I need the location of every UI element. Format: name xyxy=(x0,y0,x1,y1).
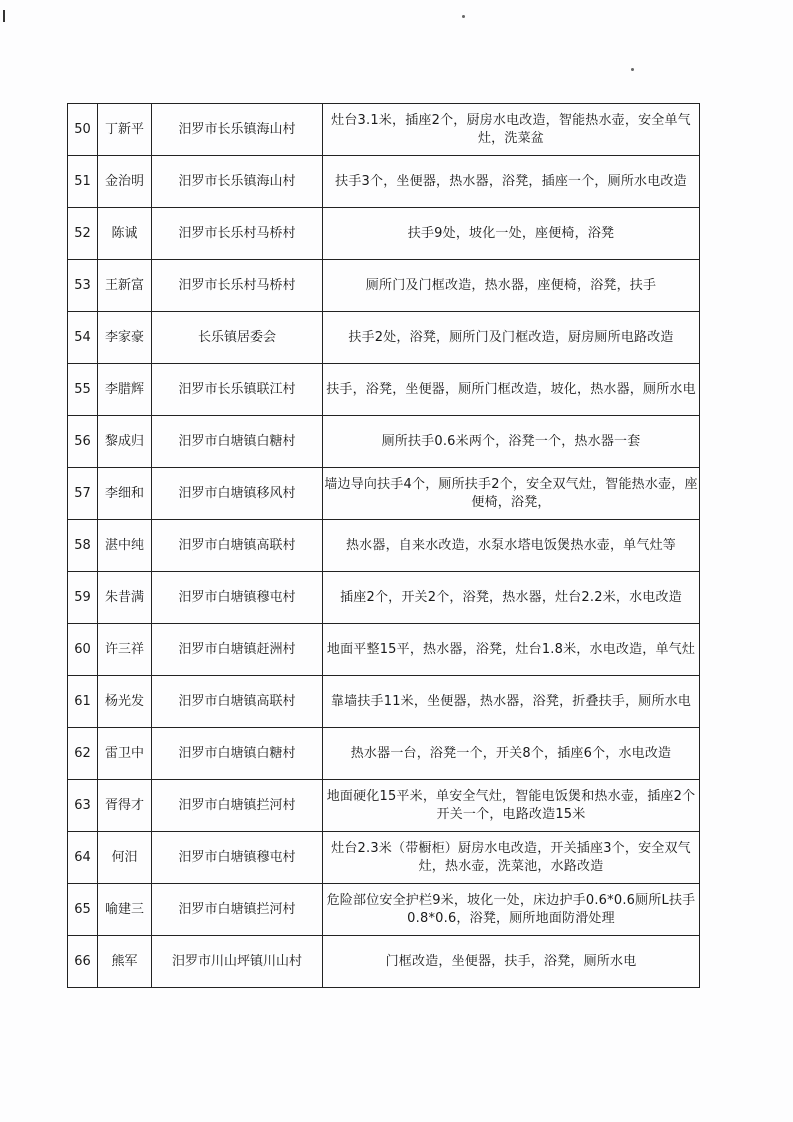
scan-edge-mark xyxy=(3,10,5,22)
row-number-cell: 59 xyxy=(68,572,98,624)
row-number-cell: 51 xyxy=(68,156,98,208)
table-row xyxy=(68,156,700,208)
roster-table xyxy=(67,103,700,988)
name-cell: 雷卫中 xyxy=(98,728,152,780)
address-cell: 汨罗市白塘镇白糖村 xyxy=(152,416,323,468)
row-number-cell: 64 xyxy=(68,832,98,884)
name-cell: 何汨 xyxy=(98,832,152,884)
row-number-cell: 55 xyxy=(68,364,98,416)
row-number-cell: 50 xyxy=(68,104,98,156)
table-row xyxy=(68,780,700,832)
table-row xyxy=(68,260,700,312)
table-row xyxy=(68,884,700,936)
items-cell xyxy=(323,728,700,780)
scan-speck xyxy=(462,15,465,18)
items-cell xyxy=(323,676,700,728)
table-row xyxy=(68,832,700,884)
address-cell: 汨罗市白塘镇移风村 xyxy=(152,468,323,520)
table-row xyxy=(68,676,700,728)
address-cell: 汨罗市长乐镇联江村 xyxy=(152,364,323,416)
row-number-cell: 58 xyxy=(68,520,98,572)
address-cell: 汨罗市川山坪镇川山村 xyxy=(152,936,323,988)
address-cell: 汨罗市白塘镇穆屯村 xyxy=(152,572,323,624)
name-cell: 李细和 xyxy=(98,468,152,520)
table-row xyxy=(68,728,700,780)
address-cell: 汨罗市白塘镇高联村 xyxy=(152,676,323,728)
table-row xyxy=(68,468,700,520)
items-cell xyxy=(323,780,700,832)
table-row xyxy=(68,208,700,260)
items-text: 靠墙扶手11米，坐便器，热水器，浴凳，折叠扶手，厕所水电 xyxy=(330,693,692,709)
name-cell: 胥得才 xyxy=(98,780,152,832)
row-number-cell: 61 xyxy=(68,676,98,728)
items-text: 危险部位安全护栏9米，坡化一处，床边护手0.6*0.6厕所L扶手0.8*0.6，浴凳，厕所地面防滑处理 xyxy=(326,892,696,926)
table-row xyxy=(68,364,700,416)
row-number-cell: 53 xyxy=(68,260,98,312)
items-cell xyxy=(323,260,700,312)
items-text: 地面硬化15平米，单安全气灶，智能电饭煲和热水壶，插座2个开关一个，电路改造15米 xyxy=(326,788,696,822)
items-text: 灶台2.3米（带橱柜）厨房水电改造，开关插座3个，安全双气灶，热水壶，洗菜池，水路改造 xyxy=(331,840,691,874)
address-cell: 汨罗市白塘镇白糖村 xyxy=(152,728,323,780)
roster-table-body xyxy=(68,104,700,988)
items-text: 扶手2处，浴凳，厕所门及门框改造，厨房厕所电路改造 xyxy=(348,329,674,345)
items-text: 插座2个，开关2个，浴凳，热水器，灶台2.2米，水电改造 xyxy=(340,589,682,605)
scan-speck xyxy=(631,68,634,71)
row-number-cell: 54 xyxy=(68,312,98,364)
address-cell: 汨罗市白塘镇穆屯村 xyxy=(152,832,323,884)
items-cell xyxy=(323,208,700,260)
name-cell: 黎成归 xyxy=(98,416,152,468)
address-cell: 汨罗市长乐镇海山村 xyxy=(152,104,323,156)
address-cell: 汨罗市长乐镇海山村 xyxy=(152,156,323,208)
address-cell: 汨罗市长乐村马桥村 xyxy=(152,260,323,312)
address-cell: 汨罗市白塘镇拦河村 xyxy=(152,884,323,936)
items-text: 墙边导向扶手4个，厕所扶手2个，安全双气灶，智能热水壶，座便椅，浴凳， xyxy=(324,476,698,510)
row-number-cell: 63 xyxy=(68,780,98,832)
name-cell: 杨光发 xyxy=(98,676,152,728)
name-cell: 朱昔满 xyxy=(98,572,152,624)
address-cell: 汨罗市长乐村马桥村 xyxy=(152,208,323,260)
table-row xyxy=(68,624,700,676)
name-cell: 熊军 xyxy=(98,936,152,988)
items-cell xyxy=(323,156,700,208)
address-cell: 汨罗市白塘镇高联村 xyxy=(152,520,323,572)
items-cell xyxy=(323,468,700,520)
row-number-cell: 52 xyxy=(68,208,98,260)
name-cell: 王新富 xyxy=(98,260,152,312)
items-cell xyxy=(323,416,700,468)
row-number-cell: 60 xyxy=(68,624,98,676)
items-text: 地面平整15平，热水器，浴凳，灶台1.8米，水电改造，单气灶 xyxy=(326,641,696,657)
address-cell: 长乐镇居委会 xyxy=(152,312,323,364)
name-cell: 陈诚 xyxy=(98,208,152,260)
name-cell: 许三祥 xyxy=(98,624,152,676)
items-text: 扶手3个，坐便器，热水器，浴凳，插座一个，厕所水电改造 xyxy=(335,173,687,189)
items-text: 热水器，自来水改造，水泵水塔电饭煲热水壶，单气灶等 xyxy=(345,537,676,553)
items-cell xyxy=(323,936,700,988)
items-cell xyxy=(323,624,700,676)
table-row xyxy=(68,416,700,468)
items-cell xyxy=(323,312,700,364)
items-text: 厕所扶手0.6米两个，浴凳一个，热水器一套 xyxy=(381,433,641,449)
items-text: 灶台3.1米，插座2个，厨房水电改造，智能热水壶，安全单气灶，洗菜盆 xyxy=(331,112,691,146)
name-cell: 湛中纯 xyxy=(98,520,152,572)
table-row xyxy=(68,312,700,364)
items-cell xyxy=(323,572,700,624)
table-row xyxy=(68,520,700,572)
row-number-cell: 66 xyxy=(68,936,98,988)
items-cell xyxy=(323,364,700,416)
row-number-cell: 56 xyxy=(68,416,98,468)
address-cell: 汨罗市白塘镇拦河村 xyxy=(152,780,323,832)
address-cell: 汨罗市白塘镇赶洲村 xyxy=(152,624,323,676)
name-cell: 李腊辉 xyxy=(98,364,152,416)
name-cell: 喻建三 xyxy=(98,884,152,936)
items-cell xyxy=(323,104,700,156)
row-number-cell: 62 xyxy=(68,728,98,780)
items-text: 门框改造，坐便器，扶手，浴凳，厕所水电 xyxy=(385,953,637,969)
items-text: 热水器一台，浴凳一个，开关8个，插座6个，水电改造 xyxy=(350,745,672,761)
items-cell xyxy=(323,832,700,884)
name-cell: 李家豪 xyxy=(98,312,152,364)
items-cell xyxy=(323,520,700,572)
roster-table-wrapper xyxy=(67,103,698,988)
name-cell: 金治明 xyxy=(98,156,152,208)
name-cell: 丁新平 xyxy=(98,104,152,156)
row-number-cell: 65 xyxy=(68,884,98,936)
table-row xyxy=(68,104,700,156)
row-number-cell: 57 xyxy=(68,468,98,520)
table-row xyxy=(68,936,700,988)
table-row xyxy=(68,572,700,624)
items-cell xyxy=(323,884,700,936)
items-text: 扶手，浴凳，坐便器，厕所门框改造，坡化，热水器，厕所水电 xyxy=(326,381,696,397)
items-text: 扶手9处，坡化一处，座便椅，浴凳 xyxy=(407,225,615,241)
items-text: 厕所门及门框改造，热水器，座便椅，浴凳，扶手 xyxy=(365,277,657,293)
